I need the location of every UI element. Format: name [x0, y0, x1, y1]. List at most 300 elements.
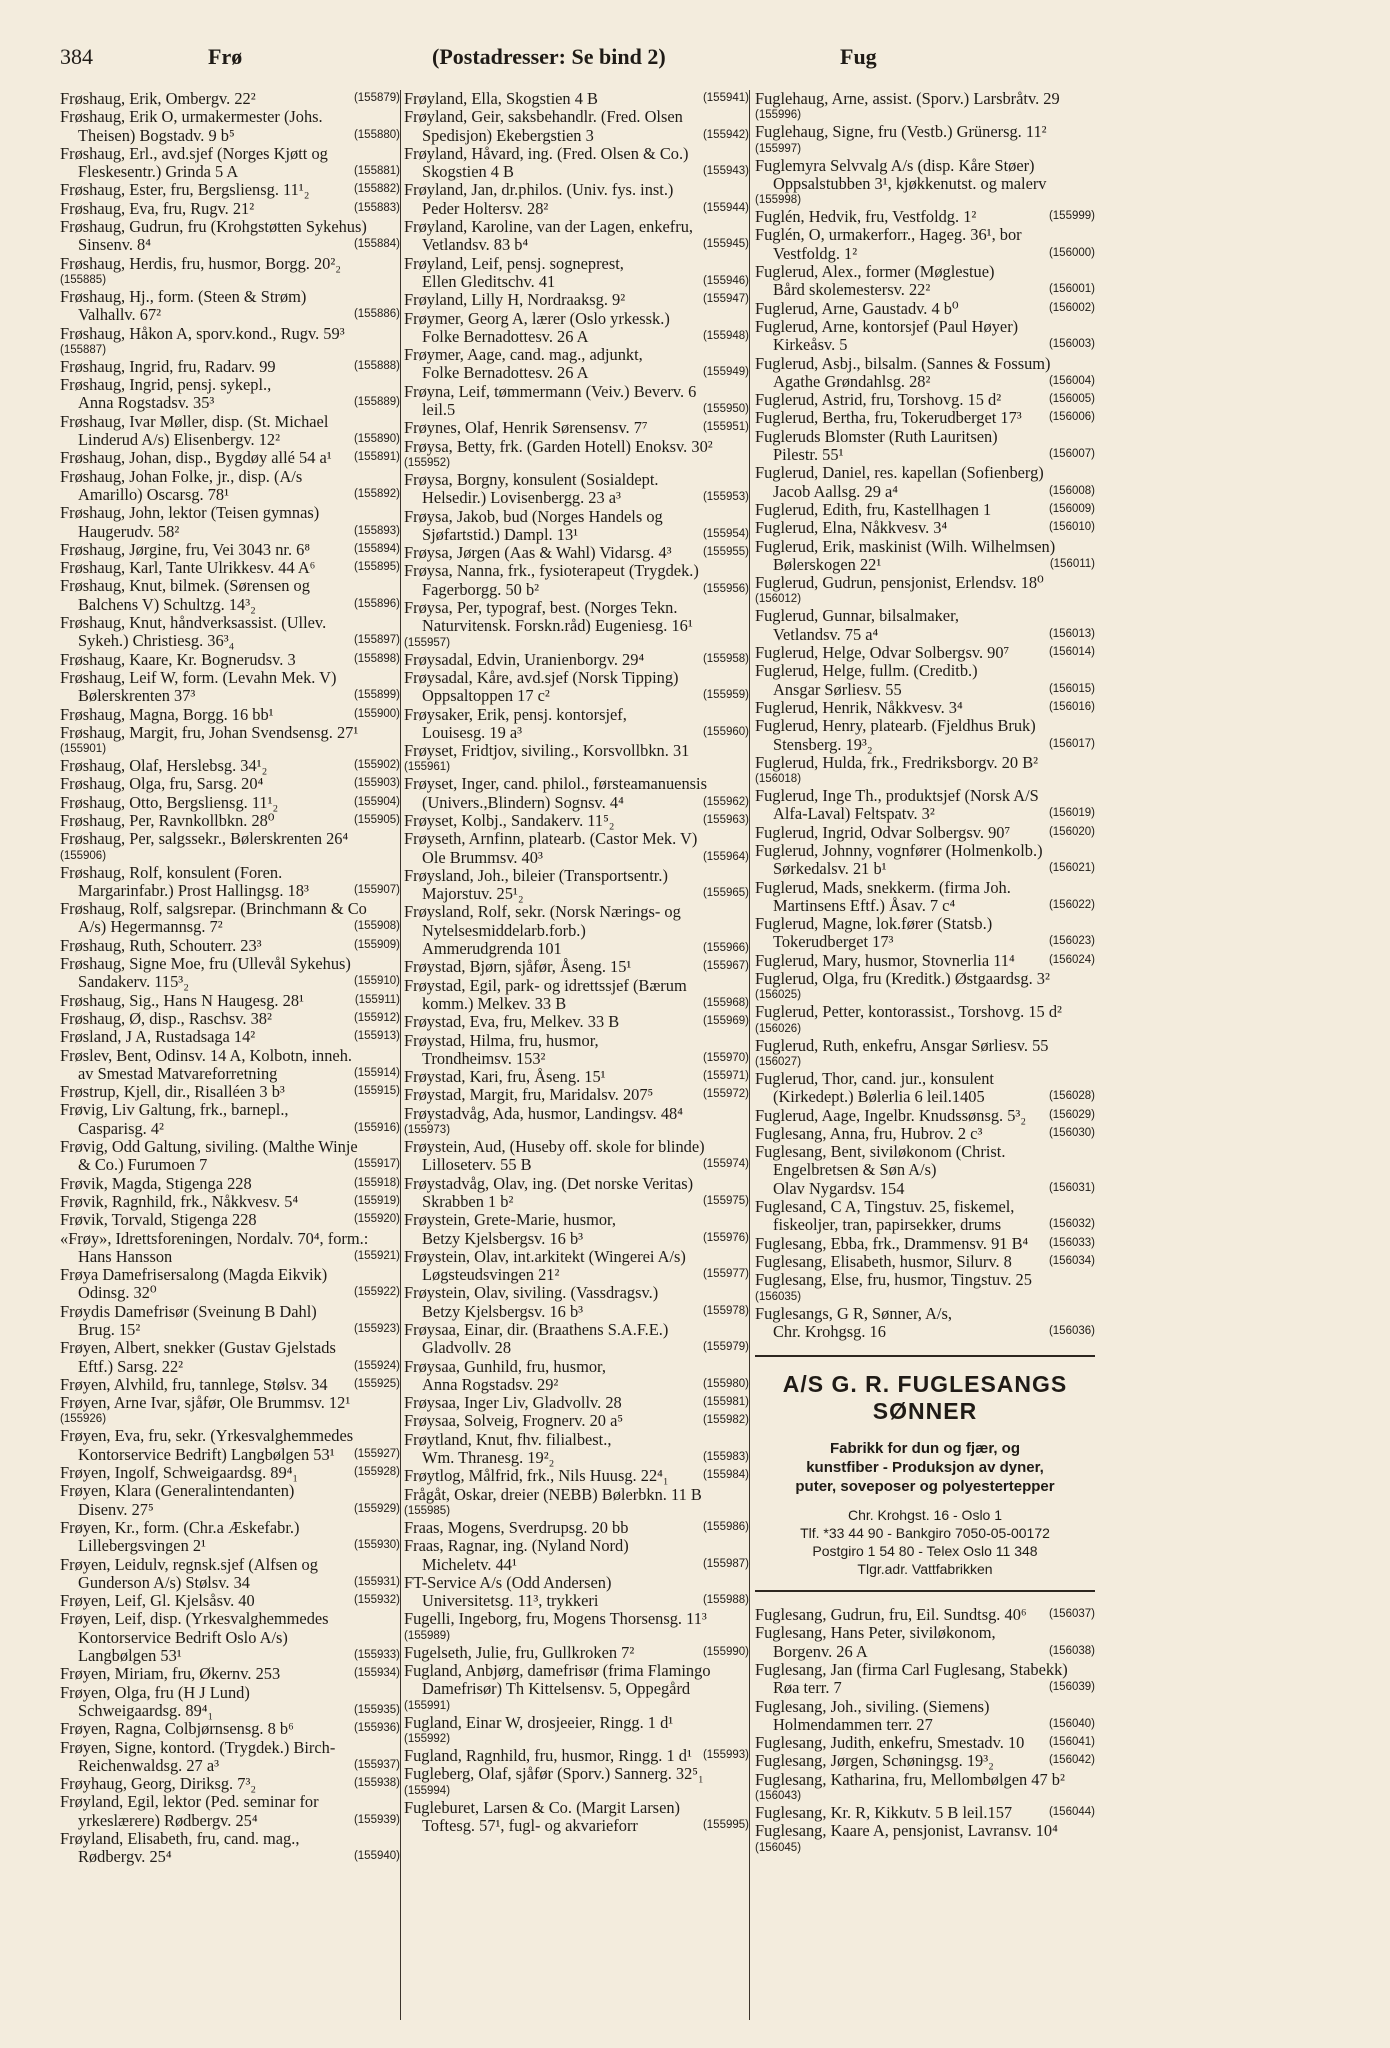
entry-name-line: Fuglerud, Edith, fru, Kastellhagen 1 — [755, 499, 992, 519]
entry-name-line: Fuglerud, Astrid, fru, Torshovg. 15 d² — [755, 390, 1002, 410]
entry-continuation-line: Sørkedalsv. 21 b¹ — [773, 859, 887, 879]
entry-name-line: Frøshaug, Otto, Bergsliensg. 11¹₂ — [60, 792, 279, 812]
directory-entry — [755, 970, 1095, 1003]
entry-continuation-line: Micheletv. 44¹ — [422, 1554, 517, 1574]
directory-entry — [60, 706, 400, 724]
directory-entry — [60, 614, 400, 651]
directory-entry — [755, 1271, 1095, 1304]
directory-entry — [404, 508, 749, 545]
entry-name-line: Frøysa, Per, typograf, best. (Norges Tekn. — [404, 598, 678, 618]
entry-number: (156007) — [1048, 448, 1095, 461]
directory-entry — [60, 181, 400, 199]
directory-entry — [404, 255, 749, 292]
directory-entry — [755, 464, 1095, 501]
directory-entry — [404, 599, 749, 651]
entry-name-line: Frøysland, Rolf, sekr. (Norsk Nærings- og — [404, 902, 681, 922]
directory-columns — [60, 90, 1330, 2020]
entry-continuation-line: Anna Rogstadsv. 29² — [422, 1374, 559, 1394]
entry-continuation-line: av Smestad Matvareforretning — [78, 1063, 278, 1083]
directory-entry — [60, 449, 400, 467]
directory-entry — [60, 1266, 400, 1303]
entry-continuation-line: Vetlandsv. 83 b⁴ — [422, 235, 529, 255]
entry-name-line: Frøshaug, Sig., Hans N Haugesg. 28¹ — [60, 990, 304, 1010]
entry-name-line: Fuglesang, Katharina, fru, Mellombølgen 47 b² — [755, 1769, 1065, 1789]
entry-name-line: Frøystein, Aud, (Huseby off. skole for blinde) — [404, 1137, 705, 1157]
directory-entry — [60, 1010, 400, 1028]
entry-number: (155914) — [353, 1066, 400, 1079]
entry-name-line: Frøshaug, Knut, bilmek. (Sørensen og — [60, 576, 310, 596]
directory-entry — [60, 1138, 400, 1175]
directory-entry — [60, 541, 400, 559]
directory-entry — [404, 1138, 749, 1175]
entry-continuation-line: Alfa-Laval) Feltspatv. 3² — [773, 804, 935, 824]
entry-name-line: Frøystad, Bjørn, sjåfør, Åseng. 15¹ — [404, 957, 632, 977]
entry-continuation-line: Peder Holtersv. 28² — [422, 198, 549, 218]
directory-entry — [60, 1684, 400, 1721]
entry-name-line: Fuglesand, C A, Tingstuv. 25, fiskemel, — [755, 1197, 1015, 1217]
entry-name-line: Frøydis Damefrisør (Sveinung B Dahl) — [60, 1301, 317, 1321]
entry-number: (155900) — [353, 707, 400, 720]
directory-entry — [60, 955, 400, 992]
directory-entry — [755, 1125, 1095, 1143]
entry-number: (155981) — [702, 1396, 749, 1409]
entry-name-line: Frøyhaug, Georg, Diriksg. 7³₂ — [60, 1774, 257, 1794]
entry-number: (155904) — [353, 795, 400, 808]
entry-number: (155923) — [353, 1323, 400, 1335]
entry-number: (156040) — [1048, 1717, 1095, 1730]
entry-name-line: Frøystein, Olav, int.arkitekt (Wingerei A/s) — [404, 1246, 686, 1266]
entry-continuation-line: A/s) Hegermannsg. 7² — [78, 917, 223, 937]
entry-name-line: Frøya Damefrisersalong (Magda Eikvik) — [60, 1265, 328, 1285]
entry-name-line: Fraas, Mogens, Sverdrupsg. 20 bb — [404, 1517, 629, 1537]
entry-number: (156001) — [1048, 283, 1095, 296]
entry-name-line: Fuglerud, Alex., former (Møglestue) — [755, 262, 995, 282]
advertisement-box — [755, 1355, 1095, 1592]
header-left-keyword: Frø — [208, 44, 243, 69]
entry-number: (155949) — [702, 366, 749, 379]
entry-name-line: Fugelli, Ingeborg, fru, Mogens Thorsensg. 11³ — [404, 1609, 707, 1629]
entry-name-line: Fuglerud, Mads, snekkerm. (firma Joh. — [755, 877, 1011, 897]
entry-continuation-line: Ansgar Sørliesv. 55 — [773, 679, 902, 699]
entry-name-line: Frøshaug, Olga, fru, Sarsg. 20⁴ — [60, 774, 264, 794]
entry-name-line: Frøysa, Betty, frk. (Garden Hotell) Enoksv. 30² — [404, 436, 713, 456]
directory-entry — [60, 1427, 400, 1464]
entry-number: (155908) — [353, 920, 400, 933]
directory-entry — [60, 376, 400, 413]
entry-name-line: Frøshaug, Per, Ravnkollbkn. 28⁰ — [60, 810, 275, 830]
entry-continuation-line: Trondheimsv. 153² — [422, 1048, 546, 1068]
directory-entry — [60, 1720, 400, 1738]
entry-name-line: Frøysland, Joh., bileier (Transportsentr.) — [404, 865, 668, 885]
entry-continuation-line: Røa terr. 7 — [773, 1678, 842, 1698]
directory-entry — [404, 1714, 749, 1747]
directory-entry — [60, 1193, 400, 1211]
entry-name-line: Frøshaug, Ø, disp., Raschsv. 38² — [60, 1008, 272, 1028]
directory-entry — [755, 842, 1095, 879]
directory-entry — [60, 724, 400, 757]
entry-number: (156002) — [1048, 301, 1095, 314]
entry-name-line: Fuglesang, Joh., siviling. (Siemens) — [755, 1696, 990, 1716]
entry-number: (155959) — [702, 689, 749, 702]
entry-number: (155920) — [353, 1213, 400, 1226]
entry-number: (155922) — [353, 1286, 400, 1299]
entry-continuation-line: Bølerskogen 22¹ — [773, 554, 882, 574]
directory-entry — [60, 1610, 400, 1665]
directory-entry — [60, 218, 400, 255]
directory-entry — [755, 226, 1095, 263]
entry-number: (155952) — [404, 456, 451, 469]
entry-number: (155975) — [702, 1194, 749, 1207]
entry-number: (155967) — [702, 960, 749, 973]
entry-number: (155893) — [353, 524, 400, 537]
directory-entry — [60, 468, 400, 505]
directory-entry — [404, 812, 749, 830]
entry-number: (155972) — [702, 1088, 749, 1101]
column-3-bottom-entries — [755, 1606, 1095, 1856]
entry-name-line: Frøshaug, Håkon A, sporv.kond., Rugv. 59³ — [60, 323, 345, 343]
directory-entry — [404, 977, 749, 1014]
entry-name-line: Frøysaa, Inger Liv, Gladvollv. 28 — [404, 1393, 622, 1413]
entry-name-line: Frøyen, Leif, disp. (Yrkesvalghemmedes — [60, 1609, 329, 1629]
directory-column-2 — [404, 90, 749, 2020]
directory-entry — [755, 318, 1095, 355]
entry-name-line: Frøshaug, Ingrid, fru, Radarv. 99 — [60, 356, 276, 376]
directory-entry — [404, 181, 749, 218]
entry-name-line: Fuglesang, Kr. R, Kikkutv. 5 B leil.157 — [755, 1803, 1013, 1823]
entry-name-line: Frøysa, Nanna, frk., fysioterapeut (Trygdek.) — [404, 561, 699, 581]
entry-name-line: Frøyen, Arne Ivar, sjåfør, Ole Brummsv. 12¹ — [60, 1393, 351, 1413]
entry-number: (156004) — [1048, 374, 1095, 387]
entry-number: (156000) — [1048, 246, 1095, 259]
entry-name-line: Frøyland, Leif, pensj. sogneprest, — [404, 253, 624, 273]
entry-name-line: Frøshaug, Johan Folke, jr., disp. (A/s — [60, 466, 303, 486]
entry-continuation-line: Betzy Kjelsbergsv. 16 b³ — [422, 1301, 584, 1321]
entry-continuation-line: Løgsteudsvingen 21² — [422, 1265, 560, 1285]
entry-name-line: Frøyset, Fridtjov, siviling., Korsvollbkn. 31 — [404, 741, 690, 761]
directory-entry — [404, 471, 749, 508]
entry-continuation-line: Sykeh.) Christiesg. 36³₄ — [78, 631, 235, 651]
entry-number: (155951) — [702, 421, 749, 434]
directory-entry — [404, 669, 749, 706]
entry-name-line: Fuglerud, Hulda, frk., Fredriksborgv. 20 B² — [755, 752, 1039, 772]
entry-name-line: «Frøy», Idrettsforeningen, Nordalv. 70⁴, form.: — [60, 1228, 369, 1248]
directory-entry — [60, 200, 400, 218]
entry-number: (156039) — [1048, 1681, 1095, 1694]
entry-number: (156034) — [1048, 1254, 1095, 1267]
directory-entry — [755, 717, 1095, 754]
directory-entry — [404, 346, 749, 383]
column-3-top-entries — [755, 90, 1095, 1341]
directory-entry — [755, 208, 1095, 226]
entry-number: (155884) — [353, 238, 400, 251]
entry-number: (156025) — [755, 989, 802, 1002]
entry-number: (155993) — [702, 1748, 749, 1761]
entry-continuation-line: Brug. 15² — [78, 1320, 141, 1339]
entry-number: (155970) — [702, 1051, 749, 1064]
entry-continuation-line: Louisesg. 19 a³ — [422, 722, 523, 742]
directory-entry — [755, 879, 1095, 916]
entry-name-line: Frøshaug, Magna, Borgg. 16 bb¹ — [60, 704, 274, 724]
entry-name-line: Frøvik, Magda, Stigenga 228 — [60, 1173, 252, 1193]
directory-entry — [60, 669, 400, 706]
entry-number: (155905) — [353, 813, 400, 826]
entry-number: (156017) — [1048, 737, 1095, 750]
entry-continuation-line: Margarinfabr.) Prost Hallingsg. 18³ — [78, 880, 309, 900]
directory-entry — [60, 413, 400, 450]
directory-entry — [755, 824, 1095, 842]
entry-number: (155980) — [702, 1377, 749, 1390]
entry-name-line: Fuglerud, Petter, kontorassist., Torshovg. 15 d² — [755, 1002, 1062, 1022]
entry-name-line: Fuglerud, Erik, maskinist (Wilh. Wilhelmsen) — [755, 536, 1056, 556]
page-number: 384 — [60, 44, 93, 69]
entry-number: (155966) — [702, 942, 749, 955]
entry-number: (155929) — [353, 1502, 400, 1515]
entry-continuation-line: Toftesg. 57¹, fugl- og akvarieforr — [422, 1815, 638, 1835]
entry-number: (155887) — [60, 343, 107, 356]
entry-number: (156031) — [1048, 1181, 1095, 1194]
entry-number: (156026) — [755, 1022, 802, 1035]
directory-entry — [404, 903, 749, 958]
directory-entry — [404, 1610, 749, 1643]
entry-name-line: Fuglesang, Bent, siviløkonom (Christ. — [755, 1142, 1006, 1162]
directory-entry — [404, 1662, 749, 1714]
entry-number: (155989) — [404, 1629, 451, 1642]
entry-continuation-line: Balchens V) Schultzg. 14³₂ — [78, 594, 256, 614]
entry-continuation-line: Skogstien 4 B — [422, 162, 514, 182]
entry-number: (155998) — [755, 194, 802, 207]
entry-name-line: Fuglesang, Jan (firma Carl Fuglesang, Stabekk) — [755, 1660, 1068, 1679]
entry-name-line: Fugelseth, Julie, fru, Gullkroken 7² — [404, 1642, 635, 1662]
entry-continuation-line: Holmendammen terr. 27 — [773, 1714, 933, 1734]
directory-entry — [755, 787, 1095, 824]
directory-entry — [755, 1624, 1095, 1661]
directory-entry — [60, 1793, 400, 1830]
entry-name-line: Frøyland, Lilly H, Nordraaksg. 9² — [404, 290, 626, 310]
entry-continuation-line: Tokerudberget 17³ — [773, 932, 894, 952]
entry-name-line: Frøyland, Geir, saksbehandlr. (Fred. Olsen — [404, 107, 683, 127]
entry-number: (155913) — [353, 1030, 400, 1043]
entry-name-line: Frøshaug, Gudrun, fru (Krohgstøtten Sykehus) — [60, 217, 367, 237]
entry-name-line: Frøystad, Hilma, fru, husmor, — [404, 1030, 599, 1050]
entry-name-line: Frøyen, Albert, snekker (Gustav Gjelstads — [60, 1338, 336, 1358]
entry-number: (155979) — [702, 1341, 749, 1354]
entry-name-line: Fuglerud, Gudrun, pensjonist, Erlendsv. 18⁰ — [755, 573, 1044, 593]
entry-name-line: Frøyland, Håvard, ing. (Fred. Olsen & Co.) — [404, 143, 689, 163]
entry-number: (155988) — [702, 1594, 749, 1607]
entry-number: (155999) — [1048, 210, 1095, 223]
directory-entry — [60, 1556, 400, 1593]
entry-name-line: Frøystad, Egil, park- og idrettssjef (Bærum — [404, 975, 687, 995]
entry-number: (155940) — [353, 1850, 400, 1863]
directory-entry — [404, 1211, 749, 1248]
entry-number: (156042) — [1048, 1754, 1095, 1767]
entry-continuation-line: Kontorservice Bedrift Oslo A/s) — [78, 1627, 288, 1647]
directory-entry — [755, 157, 1095, 209]
entry-name-line: Fuglesang, Ebba, frk., Drammensv. 91 B⁴ — [755, 1233, 1029, 1253]
entry-name-line: Frøymer, Georg A, lærer (Oslo yrkessk.) — [404, 308, 670, 328]
entry-number: (155942) — [702, 128, 749, 141]
entry-continuation-line: Folke Bernadottesv. 26 A — [422, 326, 589, 346]
entry-number: (155978) — [702, 1304, 749, 1317]
directory-entry — [60, 1519, 400, 1556]
entry-number: (156029) — [1048, 1108, 1095, 1121]
entry-continuation-line: leil.5 — [422, 400, 456, 420]
directory-entry — [755, 428, 1095, 465]
column-divider — [400, 90, 401, 2020]
entry-continuation-line: Gunderson A/s) Stølsv. 34 — [78, 1572, 250, 1592]
entry-name-line: Frøyland, Ella, Skogstien 4 B — [404, 89, 598, 108]
directory-entry — [60, 864, 400, 901]
entry-name-line: Fuglerud, Mary, husmor, Stovnerlia 11⁴ — [755, 950, 1015, 970]
entry-name-line: Fuglerud, Ruth, enkefru, Ansgar Sørliesv. 55 — [755, 1035, 1049, 1055]
entry-name-line: Fuglesang, Elisabeth, husmor, Silurv. 8 — [755, 1251, 1012, 1271]
entry-number: (155912) — [353, 1011, 400, 1024]
directory-entry — [60, 108, 400, 145]
entry-number: (155991) — [404, 1699, 451, 1712]
entry-continuation-line: Wm. Thranesg. 19²₂ — [422, 1448, 555, 1468]
entry-number: (155954) — [702, 527, 749, 540]
directory-entry — [404, 1068, 749, 1086]
entry-number: (155925) — [353, 1377, 400, 1390]
directory-entry — [404, 1644, 749, 1662]
directory-entry — [755, 1752, 1095, 1770]
directory-entry — [60, 1592, 400, 1610]
entry-continuation-line: Nytelsesmiddelarb.forb.) — [422, 920, 586, 940]
entry-number: (155984) — [702, 1469, 749, 1482]
entry-number: (156032) — [1048, 1218, 1095, 1231]
entry-number: (155962) — [702, 795, 749, 808]
entry-continuation-line: Engelbretsen & Søn A/s) — [773, 1160, 937, 1180]
entry-number: (155901) — [60, 743, 107, 756]
entry-number: (155899) — [353, 689, 400, 702]
entry-continuation-line: Vestfoldg. 1² — [773, 243, 858, 263]
entry-continuation-line: (Univers.,Blindern) Sognsv. 4⁴ — [422, 792, 624, 812]
directory-entry — [404, 562, 749, 599]
entry-name-line: Fugland, Ragnhild, fru, husmor, Ringg. 1 d¹ — [404, 1745, 692, 1765]
directory-entry — [404, 1431, 749, 1468]
directory-entry — [60, 577, 400, 614]
entry-name-line: Frøyen, Leidulv, regnsk.sjef (Alfsen og — [60, 1554, 318, 1574]
entry-continuation-line: Haugerudv. 58² — [78, 521, 180, 541]
directory-entry — [755, 1235, 1095, 1253]
entry-name-line: Frøshaug, Eva, fru, Rugv. 21² — [60, 198, 255, 218]
entry-name-line: Frøystad, Margit, fru, Maridalsv. 207⁵ — [404, 1085, 654, 1105]
entry-name-line: Fuglerud, Arne, Gaustadv. 4 b⁰ — [755, 298, 959, 318]
entry-name-line: Fuglerud, Ingrid, Odvar Solbergsv. 90⁷ — [755, 822, 1011, 842]
directory-entry — [60, 1028, 400, 1046]
entry-continuation-line: Skrabben 1 b² — [422, 1191, 514, 1211]
entry-name-line: Frøyen, Ingolf, Schweigaardsg. 89⁴₁ — [60, 1463, 299, 1483]
entry-continuation-line: Chr. Krohgsg. 16 — [773, 1321, 886, 1341]
entry-number: (155964) — [702, 850, 749, 863]
directory-entry — [755, 1070, 1095, 1107]
entry-number: (156038) — [1048, 1644, 1095, 1657]
directory-entry — [404, 1412, 749, 1430]
directory-entry — [404, 383, 749, 420]
entry-number: (156036) — [1048, 1324, 1095, 1337]
directory-column-3 — [755, 90, 1095, 2020]
directory-entry — [60, 559, 400, 577]
directory-entry — [60, 775, 400, 793]
entry-name-line: Frøshaug, Jørgine, fru, Vei 3043 nr. 6⁸ — [60, 539, 311, 559]
entry-number: (155909) — [353, 938, 400, 951]
directory-entry — [755, 1661, 1095, 1698]
entry-continuation-line: Borgenv. 26 A — [773, 1641, 868, 1661]
entry-name-line: Frøysa, Borgny, konsulent (Sosialdept. — [404, 469, 659, 489]
entry-name-line: Frøshaug, Ester, fru, Bergsliensg. 11¹₂ — [60, 180, 310, 200]
entry-number: (155897) — [353, 634, 400, 647]
entry-continuation-line: & Co.) Furumoen 7 — [78, 1155, 208, 1175]
entry-name-line: Fuglén, Hedvik, fru, Vestfoldg. 1² — [755, 207, 977, 227]
directory-entry — [755, 501, 1095, 519]
directory-entry — [404, 1248, 749, 1285]
entry-number: (155960) — [702, 725, 749, 738]
entry-name-line: Frøshaug, Erik, Ombergv. 22² — [60, 89, 256, 108]
entry-name-line: Fugleruds Blomster (Ruth Lauritsen) — [755, 426, 998, 446]
entry-name-line: Frøyen, Signe, kontord. (Trygdek.) Birch- — [60, 1737, 336, 1757]
entry-name-line: Frøslev, Bent, Odinsv. 14 A, Kolbotn, inneh. — [60, 1045, 352, 1065]
entry-name-line: Fuglerud, Arne, kontorsjef (Paul Høyer) — [755, 316, 1019, 336]
entry-continuation-line: Damefrisør) Th Kittelsensv. 5, Oppegård — [422, 1679, 691, 1699]
entry-name-line: Fuglerud, Henry, platearb. (Fjeldhus Bruk) — [755, 716, 1036, 736]
entry-continuation-line: Fagerborgg. 50 b² — [422, 579, 540, 599]
entry-name-line: Frøsland, J A, Rustadsaga 14² — [60, 1027, 256, 1047]
directory-entry — [404, 1765, 749, 1798]
entry-number: (155997) — [755, 142, 802, 155]
directory-entry — [755, 123, 1095, 156]
entry-name-line: Fuglesang, Else, fru, husmor, Tingstuv. 25 — [755, 1270, 1032, 1290]
directory-entry — [60, 504, 400, 541]
entry-name-line: Frøyen, Alvhild, fru, tannlege, Stølsv. 34 — [60, 1374, 328, 1394]
entry-number: (156016) — [1048, 700, 1095, 713]
entry-name-line: Frøvig, Odd Galtung, siviling. (Malthe Winje — [60, 1137, 358, 1157]
header-right-keyword: Fug — [840, 44, 877, 69]
entry-number: (155896) — [353, 597, 400, 610]
entry-continuation-line: Lillebergsvingen 2¹ — [78, 1536, 206, 1556]
entry-number: (155932) — [353, 1594, 400, 1607]
directory-entry — [404, 1175, 749, 1212]
entry-number: (156035) — [755, 1290, 802, 1303]
ad-description — [755, 1439, 1095, 1496]
entry-number: (155955) — [702, 546, 749, 559]
entry-continuation-line: Majorstuv. 25¹₂ — [422, 884, 524, 904]
directory-entry — [404, 1394, 749, 1412]
entry-name-line: Frøvik, Torvald, Stigenga 228 — [60, 1210, 257, 1230]
entry-name-line: Frøysa, Jakob, bud (Norges Handels og — [404, 506, 663, 526]
entry-number: (156033) — [1048, 1236, 1095, 1249]
entry-number: (156044) — [1048, 1806, 1095, 1819]
entry-name-line: Frøshaug, Rolf, salgsrepar. (Brinchmann & Co — [60, 899, 367, 919]
entry-continuation-line: (Kirkedept.) Bølerlia 6 leil.1405 — [773, 1087, 985, 1107]
entry-name-line: Fuglerud, Aage, Ingelbr. Knudssønsg. 5³₂ — [755, 1105, 1027, 1125]
entry-name-line: Frøyna, Leif, tømmermann (Veiv.) Beverv. 6 — [404, 381, 697, 401]
entry-number: (156041) — [1048, 1736, 1095, 1749]
directory-entry — [755, 1734, 1095, 1752]
directory-entry — [60, 651, 400, 669]
directory-entry — [404, 310, 749, 347]
entry-number: (155882) — [353, 183, 400, 196]
directory-entry — [755, 1037, 1095, 1070]
directory-entry — [755, 952, 1095, 970]
directory-entry — [755, 300, 1095, 318]
entry-name-line: Fugland, Einar W, drosjeeier, Ringg. 1 d¹ — [404, 1712, 674, 1732]
entry-number: (155906) — [60, 849, 107, 862]
entry-name-line: Fuglehaug, Signe, fru (Vestb.) Grünersg. 11² — [755, 122, 1047, 142]
entry-number: (155879) — [353, 92, 400, 104]
entry-number: (155926) — [60, 1413, 107, 1426]
directory-entry — [404, 651, 749, 669]
entry-number: (155957) — [404, 636, 451, 649]
